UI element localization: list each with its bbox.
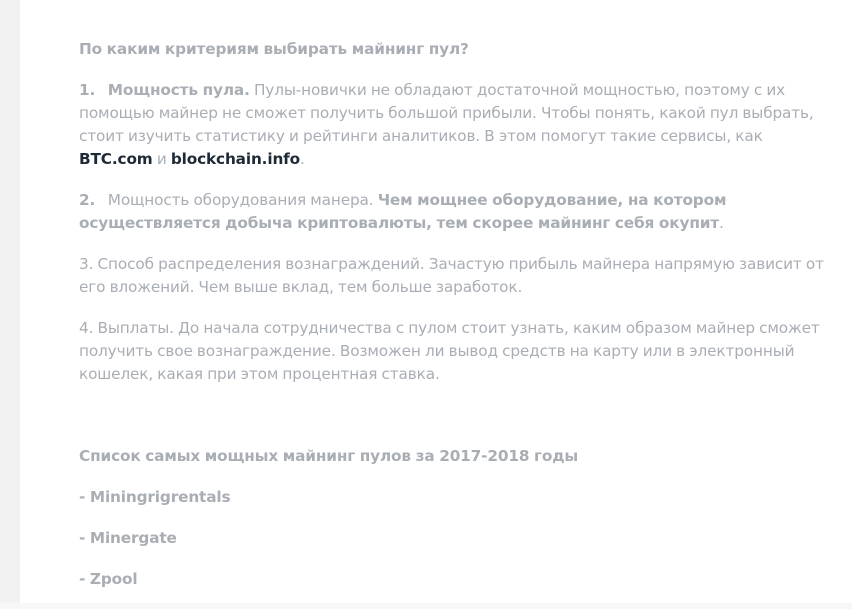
criterion-text: Пулы-новички не обладают достаточной мощностью, поэтому с их помощью майнер не сможет получить большой прибыли. Чтобы понять, какой пул выбрать, стоит изучить статистику и рейтинги аналитиков. В этом помогут такие сервисы, как xyxy=(79,81,814,145)
btc-com-link[interactable]: BTC.com xyxy=(79,150,153,168)
section-spacer xyxy=(79,404,839,445)
article-card xyxy=(20,0,852,603)
criterion-number: 1. xyxy=(79,81,96,99)
criterion-title: Мощность пула. xyxy=(107,81,250,99)
criterion-pool-power xyxy=(79,79,839,171)
conjunction-text: и xyxy=(152,150,171,168)
criterion-reward-distribution: 3. Способ распределения вознаграждений. Зачастую прибыль майнера напрямую зависит от его вложений. Чем выше вклад, тем больше заработок. xyxy=(79,255,824,296)
blockchain-info-link[interactable]: blockchain.info xyxy=(170,150,301,168)
article-content xyxy=(79,38,839,609)
criterion-hardware-power xyxy=(79,189,839,235)
criterion-payouts: 4. Выплаты. До начала сотрудничества с пулом стоит узнать, каким образом майнер сможет получить свое вознаграждение. Возможен ли вывод средств на карту или в электронный кошелек, какая при этом процентная ставка. xyxy=(79,319,820,383)
pools-heading: Список самых мощных майнинг пулов за 2017-2018 годы xyxy=(79,447,579,465)
pool-item-miningrigrentals: - Miningrigrentals xyxy=(79,488,231,506)
page-left-margin xyxy=(0,0,20,603)
pools-list xyxy=(79,486,839,591)
sentence-end: . xyxy=(719,214,724,232)
criterion-bold-text: Чем мощнее оборудование, на котором осуществляется добыча криптовалюты, тем скорее майнинг себя окупит xyxy=(79,191,727,232)
criteria-heading: По каким критериям выбирать майнинг пул? xyxy=(79,40,469,58)
pool-item-zpool: - Zpool xyxy=(79,570,138,588)
sentence-end: . xyxy=(300,150,305,168)
criterion-number: 2. xyxy=(79,191,96,209)
criterion-title: Мощность оборудования манера. xyxy=(107,191,378,209)
pool-item-minergate: - Minergate xyxy=(79,529,177,547)
